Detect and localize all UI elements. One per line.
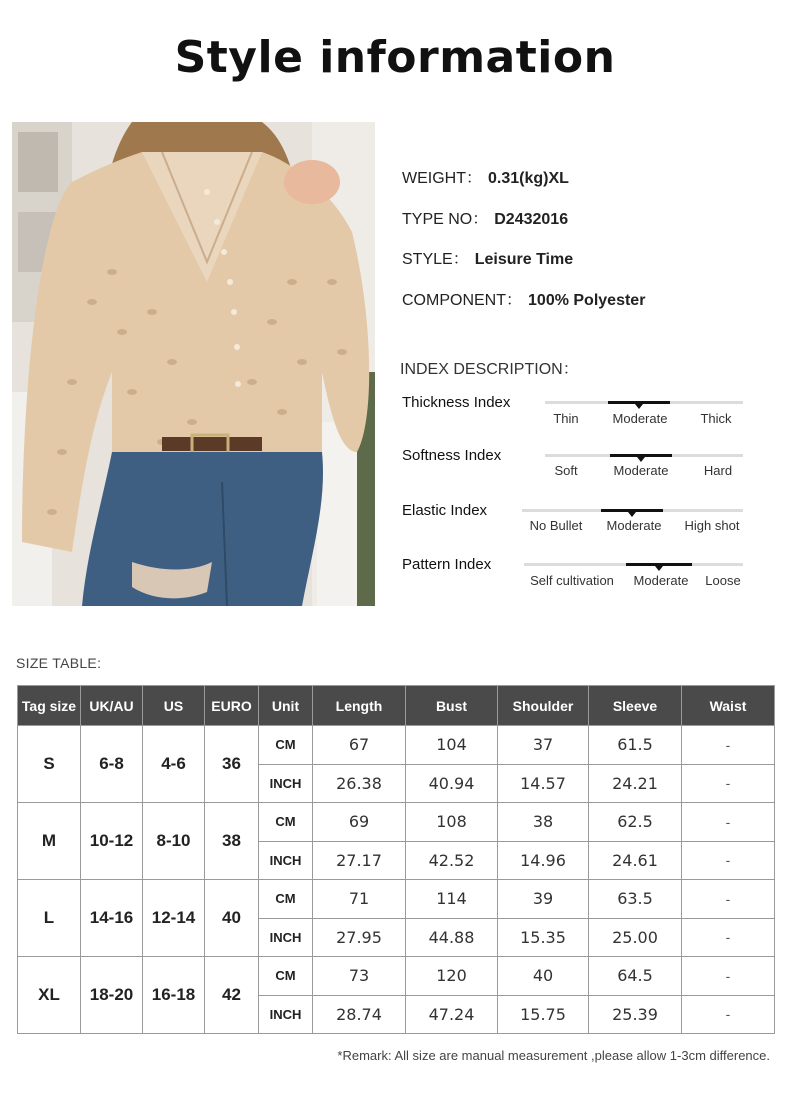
pattern-option-loose: Loose bbox=[705, 573, 741, 588]
pattern-option-self-cultivation: Self cultivation bbox=[530, 573, 614, 588]
table-row bbox=[18, 957, 775, 996]
thickness-option-thin: Thin bbox=[553, 411, 579, 426]
thickness-option-moderate: Moderate bbox=[612, 411, 668, 426]
bust-cell: 114 bbox=[406, 880, 498, 919]
size-tag-cell: L bbox=[18, 880, 81, 957]
length-cell: 26.38 bbox=[313, 764, 406, 803]
shoulder-cell: 40 bbox=[498, 957, 589, 996]
pattern-scale-pointer bbox=[655, 566, 663, 571]
sleeve-cell: 24.61 bbox=[589, 841, 682, 880]
header-euro: EURO bbox=[205, 686, 259, 726]
euro-cell: 40 bbox=[205, 880, 259, 957]
euro-cell: 36 bbox=[205, 726, 259, 803]
softness-option-moderate: Moderate bbox=[613, 463, 669, 478]
table-row bbox=[18, 880, 775, 919]
size-table-header-row bbox=[18, 686, 775, 726]
pattern-index-label: Pattern Index bbox=[402, 556, 492, 573]
header-uk-au: UK/AU bbox=[81, 686, 143, 726]
us-cell: 8-10 bbox=[143, 803, 205, 880]
softness-index-label: Softness Index bbox=[402, 447, 502, 464]
unit-cell: CM bbox=[259, 957, 313, 996]
sleeve-cell: 25.00 bbox=[589, 918, 682, 957]
length-cell: 27.17 bbox=[313, 841, 406, 880]
sleeve-cell: 61.5 bbox=[589, 726, 682, 765]
size-table bbox=[17, 685, 775, 1034]
waist-cell: - bbox=[682, 803, 775, 842]
sleeve-cell: 25.39 bbox=[589, 995, 682, 1034]
elastic-option-moderate: Moderate bbox=[606, 518, 662, 533]
bust-cell: 104 bbox=[406, 726, 498, 765]
info-weight: WEIGHT： 0.31(kg)XL bbox=[402, 170, 569, 187]
uk-au-cell: 10-12 bbox=[81, 803, 143, 880]
header-tag-size: Tag size bbox=[18, 686, 81, 726]
bust-cell: 47.24 bbox=[406, 995, 498, 1034]
sleeve-cell: 62.5 bbox=[589, 803, 682, 842]
shoulder-cell: 15.75 bbox=[498, 995, 589, 1034]
page-title: Style information bbox=[174, 32, 616, 83]
length-cell: 27.95 bbox=[313, 918, 406, 957]
table-row bbox=[18, 803, 775, 842]
info-component: COMPONENT： 100% Polyester bbox=[402, 292, 646, 309]
elastic-scale-pointer bbox=[628, 512, 636, 517]
waist-cell: - bbox=[682, 764, 775, 803]
unit-cell: CM bbox=[259, 726, 313, 765]
unit-cell: CM bbox=[259, 880, 313, 919]
length-cell: 71 bbox=[313, 880, 406, 919]
product-photo bbox=[12, 122, 375, 606]
pattern-option-moderate: Moderate bbox=[633, 573, 689, 588]
header-sleeve: Sleeve bbox=[589, 686, 682, 726]
softness-option-soft: Soft bbox=[554, 463, 578, 478]
thickness-index-label: Thickness Index bbox=[402, 394, 511, 411]
uk-au-cell: 18-20 bbox=[81, 957, 143, 1034]
length-cell: 67 bbox=[313, 726, 406, 765]
size-table-label: SIZE TABLE: bbox=[16, 655, 102, 671]
unit-cell: INCH bbox=[259, 764, 313, 803]
euro-cell: 38 bbox=[205, 803, 259, 880]
elastic-option-no-bullet: No Bullet bbox=[529, 518, 583, 533]
shoulder-cell: 38 bbox=[498, 803, 589, 842]
header-bust: Bust bbox=[406, 686, 498, 726]
us-cell: 4-6 bbox=[143, 726, 205, 803]
sleeve-cell: 24.21 bbox=[589, 764, 682, 803]
elastic-index-label: Elastic Index bbox=[402, 502, 488, 519]
bust-cell: 44.88 bbox=[406, 918, 498, 957]
shoulder-cell: 37 bbox=[498, 726, 589, 765]
uk-au-cell: 6-8 bbox=[81, 726, 143, 803]
header-shoulder: Shoulder bbox=[498, 686, 589, 726]
us-cell: 12-14 bbox=[143, 880, 205, 957]
product-photo-illustration bbox=[12, 122, 375, 606]
size-tag-cell: XL bbox=[18, 957, 81, 1034]
sleeve-cell: 63.5 bbox=[589, 880, 682, 919]
length-cell: 28.74 bbox=[313, 995, 406, 1034]
unit-cell: INCH bbox=[259, 841, 313, 880]
uk-au-cell: 14-16 bbox=[81, 880, 143, 957]
table-row bbox=[18, 726, 775, 765]
unit-cell: INCH bbox=[259, 918, 313, 957]
waist-cell: - bbox=[682, 841, 775, 880]
thickness-scale-pointer bbox=[635, 404, 643, 409]
waist-cell: - bbox=[682, 880, 775, 919]
header-length: Length bbox=[313, 686, 406, 726]
unit-cell: CM bbox=[259, 803, 313, 842]
size-tag-cell: S bbox=[18, 726, 81, 803]
shoulder-cell: 39 bbox=[498, 880, 589, 919]
length-cell: 73 bbox=[313, 957, 406, 996]
remark-note: *Remark: All size are manual measurement ,please allow 1-3cm difference. bbox=[337, 1048, 770, 1063]
waist-cell: - bbox=[682, 995, 775, 1034]
euro-cell: 42 bbox=[205, 957, 259, 1034]
index-description-heading: INDEX DESCRIPTION： bbox=[400, 361, 579, 378]
us-cell: 16-18 bbox=[143, 957, 205, 1034]
thickness-option-thick: Thick bbox=[700, 411, 732, 426]
unit-cell: INCH bbox=[259, 995, 313, 1034]
header-waist: Waist bbox=[682, 686, 775, 726]
length-cell: 69 bbox=[313, 803, 406, 842]
shoulder-cell: 14.57 bbox=[498, 764, 589, 803]
bust-cell: 40.94 bbox=[406, 764, 498, 803]
elastic-option-high-shot: High shot bbox=[684, 518, 740, 533]
softness-option-hard: Hard bbox=[703, 463, 733, 478]
header-us: US bbox=[143, 686, 205, 726]
info-type-no: TYPE NO： D2432016 bbox=[402, 211, 569, 228]
info-style: STYLE： Leisure Time bbox=[402, 251, 574, 268]
size-tag-cell: M bbox=[18, 803, 81, 880]
shoulder-cell: 14.96 bbox=[498, 841, 589, 880]
bust-cell: 108 bbox=[406, 803, 498, 842]
bust-cell: 42.52 bbox=[406, 841, 498, 880]
waist-cell: - bbox=[682, 957, 775, 996]
header-unit: Unit bbox=[259, 686, 313, 726]
shoulder-cell: 15.35 bbox=[498, 918, 589, 957]
waist-cell: - bbox=[682, 726, 775, 765]
bust-cell: 120 bbox=[406, 957, 498, 996]
sleeve-cell: 64.5 bbox=[589, 957, 682, 996]
waist-cell: - bbox=[682, 918, 775, 957]
softness-scale-pointer bbox=[637, 457, 645, 462]
